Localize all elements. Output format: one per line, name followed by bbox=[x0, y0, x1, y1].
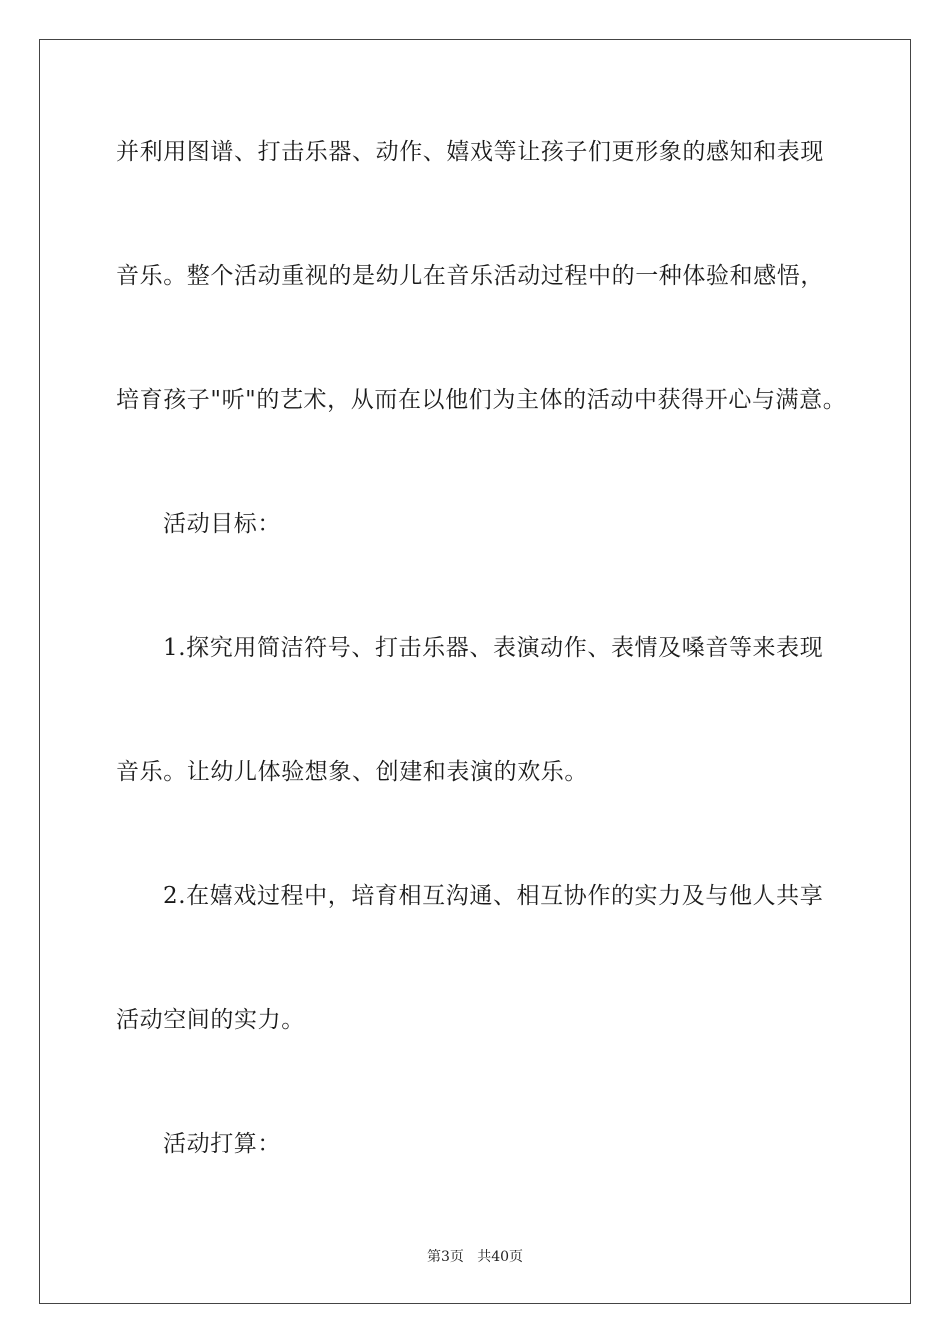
paragraph-line: 音乐。整个活动重视的是幼儿在音乐活动过程中的一种体验和感悟， bbox=[116, 263, 824, 289]
list-item-1-continuation: 音乐。让幼儿体验想象、创建和表演的欢乐。 bbox=[116, 759, 588, 785]
section-heading-preparation: 活动打算： bbox=[163, 1131, 281, 1157]
page-number-footer: 第3页 共40页 bbox=[426, 1249, 524, 1265]
list-item-1: 1.探究用简洁符号、打击乐器、表演动作、表情及嗓音等来表现 bbox=[163, 635, 824, 661]
section-heading-goals: 活动目标： bbox=[163, 511, 281, 537]
list-item-2-continuation: 活动空间的实力。 bbox=[116, 1007, 305, 1033]
paragraph-line: 并利用图谱、打击乐器、动作、嬉戏等让孩子们更形象的感知和表现 bbox=[116, 139, 824, 165]
page-border bbox=[39, 39, 911, 1304]
list-item-2: 2.在嬉戏过程中，培育相互沟通、相互协作的实力及与他人共享 bbox=[163, 883, 824, 909]
paragraph-line: 培育孩子"听"的艺术，从而在以他们为主体的活动中获得开心与满意。 bbox=[116, 387, 847, 413]
